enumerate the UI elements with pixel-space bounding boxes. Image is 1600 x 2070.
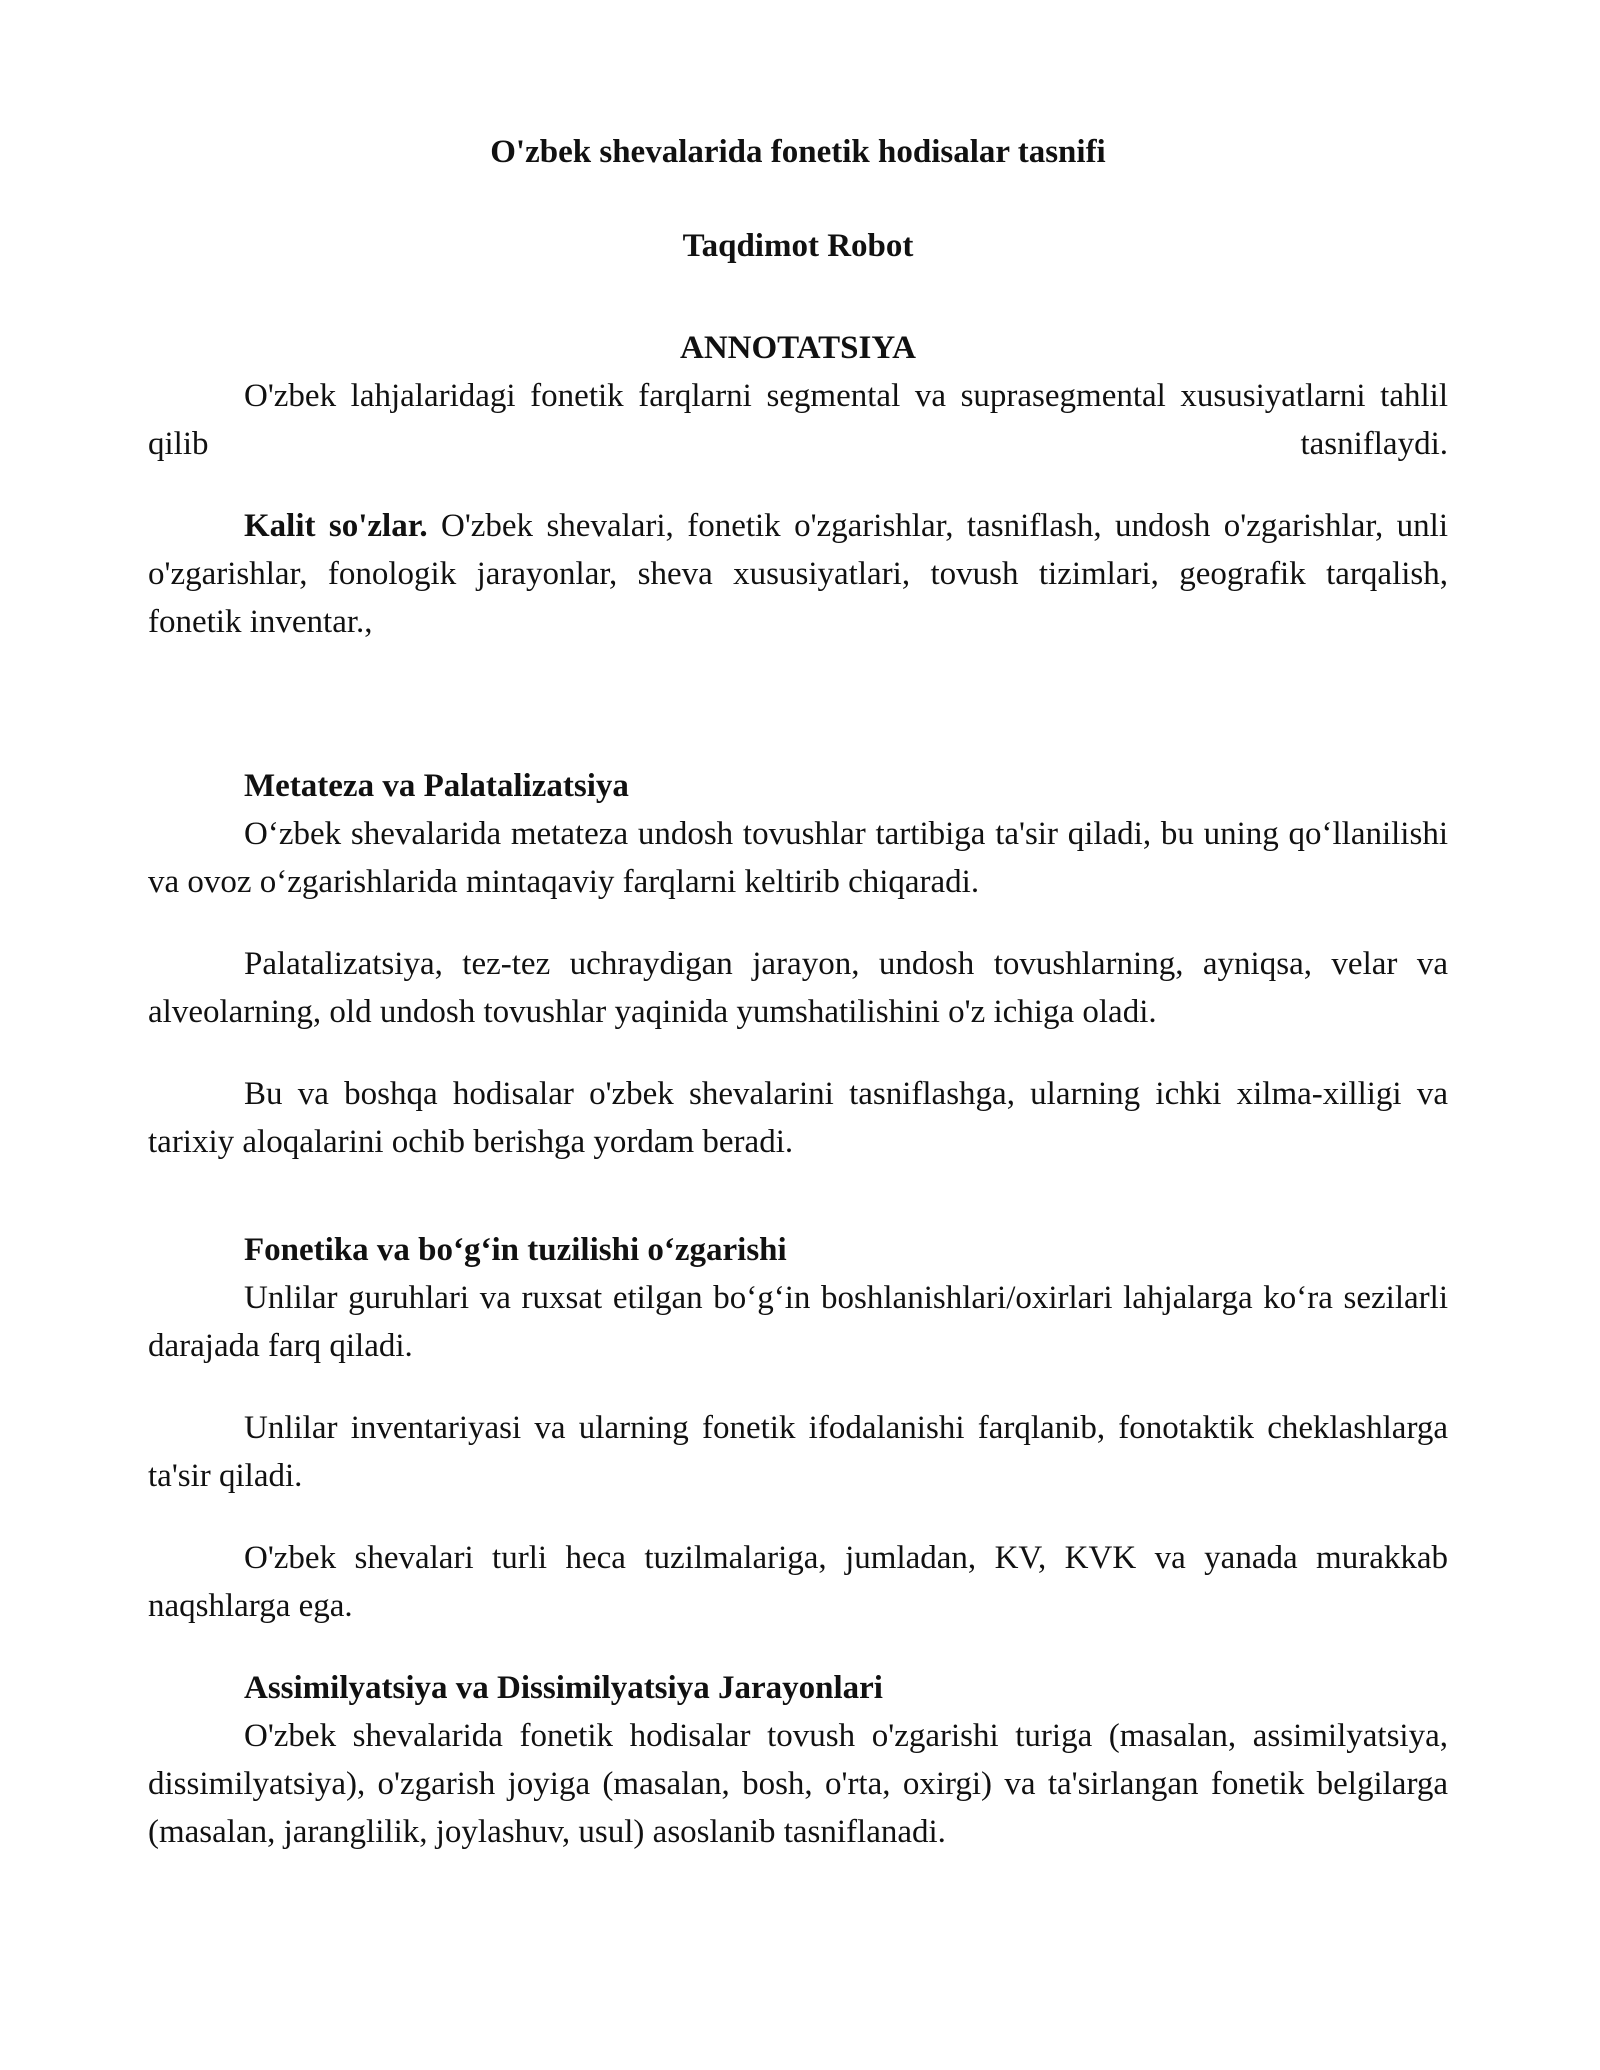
section-paragraph: Unlilar guruhlari va ruxsat etilgan bo‘g‘in boshlanishlari/oxirlari lahjalarga ko‘ra sezilarli darajada farq qiladi.	[148, 1280, 1448, 1364]
document-author: Taqdimot Robot	[682, 228, 914, 264]
keywords-text: O'zbek shevalari, fonetik o'zgarishlar, tasniflash, undosh o'zgarishlar, unli o'zgarishlar, fonologik jarayonlar, sheva xususiyatlari, tovush tizimlari, geografik tarqalish, fonetik inventar.,	[148, 508, 1448, 640]
section-paragraph: O‘zbek shevalarida metateza undosh tovushlar tartibiga ta'sir qiladi, bu uning qo‘llanilishi va ovoz o‘zgarishlarida mintaqaviy farqlarni keltirib chiqaradi.	[148, 816, 1448, 900]
section-heading-metateza: Metateza va Palatalizatsiya	[244, 768, 629, 804]
section-heading-assimilyatsiya: Assimilyatsiya va Dissimilyatsiya Jarayonlari	[244, 1670, 883, 1706]
keywords-label: Kalit so'zlar.	[244, 508, 428, 544]
annotation-heading: ANNOTATSIYA	[680, 330, 916, 366]
section-paragraph: Unlilar inventariyasi va ularning fonetik ifodalanishi farqlanib, fonotaktik cheklashlarga ta'sir qiladi.	[148, 1410, 1448, 1494]
document-title: O'zbek shevalarida fonetik hodisalar tasnifi	[490, 134, 1106, 170]
section-paragraph: O'zbek shevalari turli heca tuzilmalariga, jumladan, KV, KVK va yanada murakkab naqshlarga ega.	[148, 1540, 1448, 1624]
section-heading-fonetika: Fonetika va bo‘g‘in tuzilishi o‘zgarishi	[244, 1232, 787, 1268]
section-paragraph: Palatalizatsiya, tez-tez uchraydigan jarayon, undosh tovushlarning, ayniqsa, velar va alveolarning, old undosh tovushlar yaqinida yumshatilishini o'z ichiga oladi.	[148, 946, 1448, 1030]
annotation-text: O'zbek lahjalaridagi fonetik farqlarni segmental va suprasegmental xususiyatlarni tahlil qilib tasniflaydi.	[148, 378, 1448, 462]
section-paragraph: Bu va boshqa hodisalar o'zbek shevalarini tasniflashga, ularning ichki xilma-xilligi va tarixiy aloqalarini ochib berishga yordam beradi.	[148, 1076, 1448, 1160]
keywords-paragraph	[148, 502, 1448, 646]
document-page	[148, 128, 1448, 1856]
section-paragraph: O'zbek shevalarida fonetik hodisalar tovush o'zgarishi turiga (masalan, assimilyatsiya, dissimilyatsiya), o'zgarish joyiga (masalan, bosh, o'rta, oxirgi) va ta'sirlangan fonetik belgilarga (masalan, jaranglilik, joylashuv, usul) asoslanib tasniflanadi.	[148, 1718, 1448, 1850]
